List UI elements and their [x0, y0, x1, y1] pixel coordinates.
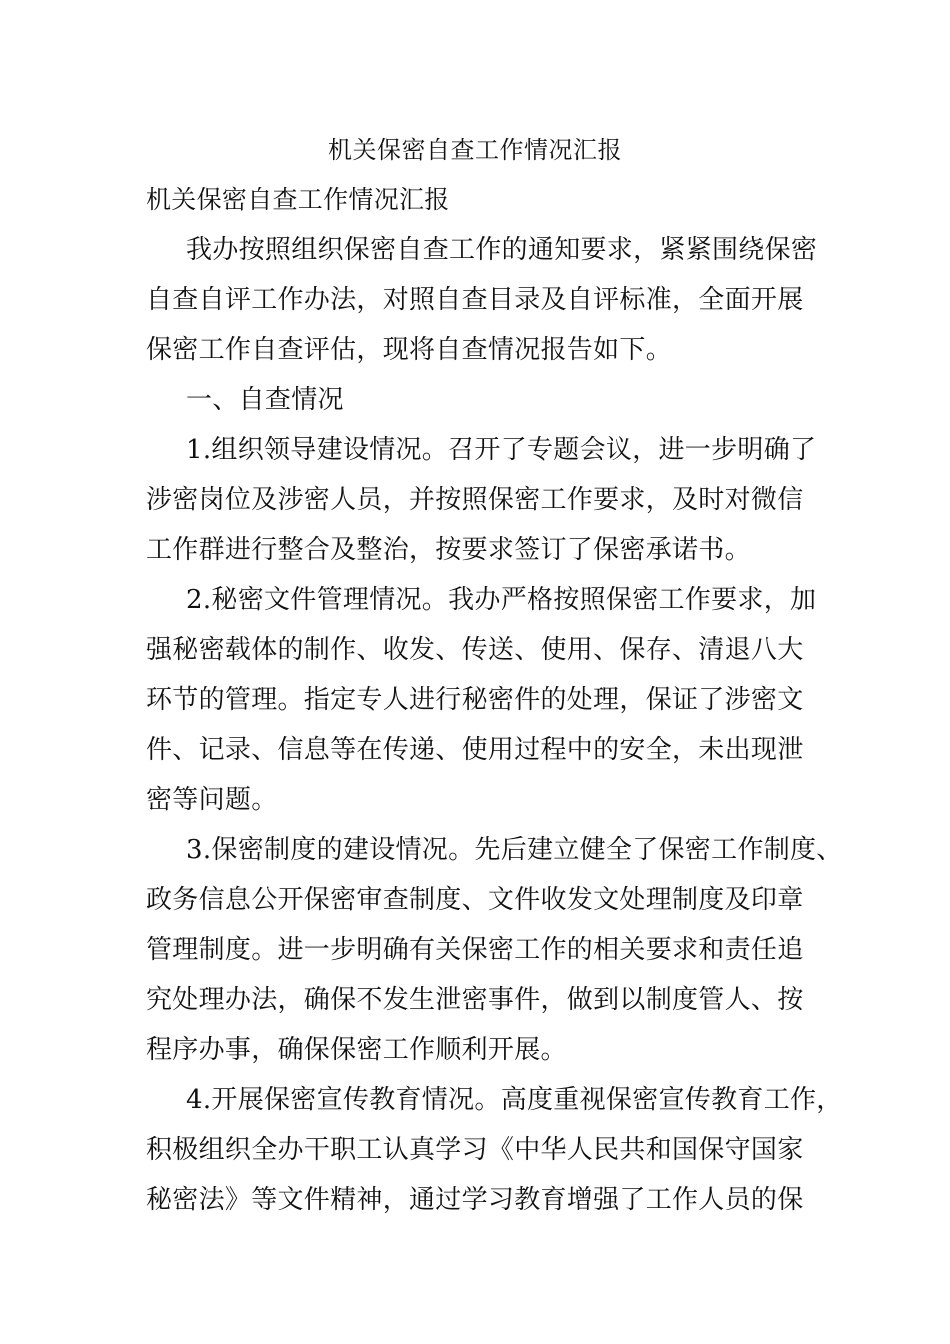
document-subtitle: 机关保密自查工作情况汇报: [146, 185, 450, 214]
item-2-line-2: 强秘密载体的制作、收发、传送、使用、保存、清退八大: [146, 635, 804, 665]
item-3-line-4: 究处理办法，确保不发生泄密事件，做到以制度管人、按: [146, 985, 804, 1015]
section-heading: 一、自查情况: [186, 385, 344, 415]
intro-line-3: 保密工作自查评估，现将自查情况报告如下。: [146, 335, 673, 365]
item-2-line-5: 密等问题。: [146, 785, 278, 815]
item-1-line-3: 工作群进行整合及整治，按要求签订了保密承诺书。: [146, 535, 751, 565]
intro-line-2: 自查自评工作办法，对照自查目录及自评标准，全面开展: [146, 285, 804, 315]
item-2-line-1: 2.秘密文件管理情况。我办严格按照保密工作要求，加: [186, 585, 817, 615]
item-3-line-1: 3.保密制度的建设情况。先后建立健全了保密工作制度、: [186, 835, 843, 865]
item-2-line-4: 件、记录、信息等在传递、使用过程中的安全，未出现泄: [146, 735, 804, 765]
item-3-line-2: 政务信息公开保密审查制度、文件收发文处理制度及印章: [146, 885, 804, 915]
item-1-line-1: 1.组织领导建设情况。召开了专题会议，进一步明确了: [186, 435, 817, 465]
intro-line-1: 我办按照组织保密自查工作的通知要求，紧紧围绕保密: [186, 235, 818, 265]
item-1-line-2: 涉密岗位及涉密人员，并按照保密工作要求，及时对微信: [146, 485, 804, 515]
item-4-line-2: 积极组织全办干职工认真学习《中华人民共和国保守国家: [146, 1135, 804, 1165]
document-title: 机关保密自查工作情况汇报: [328, 136, 622, 164]
item-4-line-1: 4.开展保密宣传教育情况。高度重视保密宣传教育工作，: [186, 1085, 843, 1115]
item-3-line-3: 管理制度。进一步明确有关保密工作的相关要求和责任追: [146, 935, 804, 965]
item-2-line-3: 环节的管理。指定专人进行秘密件的处理，保证了涉密文: [146, 685, 804, 715]
item-3-line-5: 程序办事，确保保密工作顺利开展。: [146, 1035, 567, 1065]
item-4-line-3: 秘密法》等文件精神，通过学习教育增强了工作人员的保: [146, 1185, 804, 1215]
